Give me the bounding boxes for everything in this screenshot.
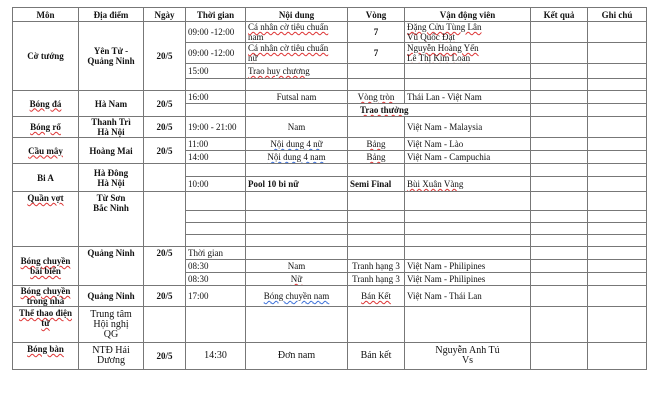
result-cell: [531, 247, 588, 260]
col-header-ket-qua: Kết quả: [531, 8, 588, 22]
date-cell: 20/5: [144, 286, 186, 307]
table-row: [13, 307, 647, 343]
content-cell: [246, 247, 348, 260]
athlete-cell: Thái Lan - Việt Nam: [405, 91, 531, 104]
sport-line: Bóng chuyền: [20, 256, 71, 266]
athlete-line: Nguyễn Hoàng Yến: [407, 43, 479, 53]
round-cell: 7: [348, 22, 405, 43]
time-cell: 19:00 - 21:00: [186, 117, 246, 138]
note-cell: [588, 273, 647, 286]
time-cell: 08:30: [186, 260, 246, 273]
sport-name: Bóng rổ: [30, 122, 61, 132]
result-cell: [531, 117, 588, 138]
athlete-cell: [405, 307, 531, 343]
note-cell: [588, 43, 647, 64]
time-cell: [186, 235, 246, 247]
content-text: Nữ: [290, 274, 303, 284]
content-cell: [246, 235, 348, 247]
content-cell: Nam: [246, 117, 348, 138]
col-header-ghi-chu: Ghi chú: [588, 8, 647, 22]
result-cell: [531, 273, 588, 286]
content-cell: [246, 307, 348, 343]
sport-cell: [13, 343, 79, 370]
round-cell: Bán kết: [348, 343, 405, 370]
award-text: Trao thưởng: [360, 105, 409, 115]
result-cell: [531, 177, 588, 192]
date-cell: 20/5: [144, 138, 186, 164]
content-cell: [246, 138, 348, 151]
content-line: nam: [248, 32, 264, 42]
col-header-thoi-gian: Thời gian: [186, 8, 246, 22]
result-cell: [531, 211, 588, 223]
time-cell: 11:00: [186, 138, 246, 151]
time-cell: 09:00 -12:00: [186, 22, 246, 43]
time-cell: 14:30: [186, 343, 246, 370]
time-cell: 08:30: [186, 273, 246, 286]
athlete-line: Nguyễn Anh Tú: [435, 345, 500, 356]
round-cell: [348, 192, 405, 211]
note-cell: [588, 307, 647, 343]
venue-cell: [79, 192, 144, 247]
col-header-noi-dung: Nội dung: [246, 8, 348, 22]
note-cell: [588, 286, 647, 307]
athlete-cell: [405, 247, 531, 260]
athlete-cell: [405, 211, 531, 223]
date-cell: 20/5: [144, 343, 186, 370]
athlete-line: Đặng Cửu Tùng Lân: [407, 22, 482, 32]
venue-line: Hà Nội: [97, 177, 125, 188]
time-cell: 09:00 -12:00: [186, 43, 246, 64]
sport-cell: [13, 286, 79, 307]
table-row: [13, 286, 647, 307]
round-cell: [348, 138, 405, 151]
table-row: [13, 91, 647, 104]
result-cell: [531, 223, 588, 235]
table-row: [13, 192, 647, 211]
content-cell: [246, 22, 348, 43]
sport-name: Cầu mây: [28, 145, 63, 156]
sport-name: Cờ tướng: [27, 51, 64, 61]
note-cell: [588, 192, 647, 211]
time-cell: 10:00: [186, 177, 246, 192]
note-cell: [588, 91, 647, 104]
col-header-vong: Vòng: [348, 8, 405, 22]
sport-line: Bóng chuyền: [20, 286, 71, 296]
sport-cell: [13, 117, 79, 138]
note-cell: [588, 177, 647, 192]
athlete-cell: [405, 164, 531, 177]
note-cell: [588, 343, 647, 370]
venue-cell: Hà Nam: [79, 91, 144, 117]
col-header-ngay: Ngày: [144, 8, 186, 22]
time-cell: 14:00: [186, 151, 246, 164]
round-cell: [348, 211, 405, 223]
sport-cell: [13, 138, 79, 164]
date-cell: 20/5: [144, 91, 186, 117]
venue-line: Quảng Ninh: [87, 56, 135, 66]
content-cell: Futsal nam: [246, 91, 348, 104]
content-cell: [246, 151, 348, 164]
round-cell: [348, 79, 405, 91]
time-cell: 16:00: [186, 91, 246, 104]
date-cell: 20/5: [144, 22, 186, 91]
sport-cell: [13, 307, 79, 343]
content-cell: [246, 273, 348, 286]
content-cell: Đơn nam: [246, 343, 348, 370]
sport-line: tử: [41, 318, 50, 328]
content-cell: [246, 64, 348, 79]
content-text: Bóng chuyền nam: [263, 291, 330, 301]
round-cell: Tranh hạng 3: [348, 273, 405, 286]
note-cell: [588, 138, 647, 151]
sport-cell: [13, 22, 79, 91]
table-row: [13, 22, 647, 43]
result-cell: [531, 64, 588, 79]
sport-cell: [13, 91, 79, 117]
content-line: nữ: [248, 53, 258, 63]
athlete-cell: Việt Nam - Philipines: [405, 260, 531, 273]
content-cell: Pool 10 bi nữ: [246, 177, 348, 192]
athlete-cell: [405, 235, 531, 247]
athlete-cell: [405, 43, 531, 64]
date-cell: [144, 192, 186, 247]
content-cell: [246, 223, 348, 235]
result-cell: [531, 307, 588, 343]
note-cell: [588, 235, 647, 247]
round-cell: [348, 247, 405, 260]
venue-cell: Quảng Ninh: [79, 247, 144, 286]
round-text: Vòng tròn: [357, 92, 395, 102]
content-cell: [246, 211, 348, 223]
note-cell: [588, 104, 647, 117]
round-text: Bán Kết: [361, 291, 391, 301]
round-cell: [348, 117, 405, 138]
athlete-cell: [405, 64, 531, 79]
venue-cell: [79, 343, 144, 370]
round-cell: [348, 235, 405, 247]
venue-line: Hội nghị: [93, 318, 129, 330]
venue-line: Hà Đông: [93, 167, 129, 178]
athlete-cell: Việt Nam - Philipines: [405, 273, 531, 286]
round-cell: Semi Final: [348, 177, 405, 192]
table-row: [13, 138, 647, 151]
time-cell: [186, 104, 246, 117]
note-cell: [588, 260, 647, 273]
round-cell: [348, 91, 405, 104]
athlete-cell: [405, 177, 531, 192]
col-header-mon: Môn: [13, 8, 79, 22]
athlete-cell: Việt Nam - Malaysia: [405, 117, 531, 138]
venue-line: Trung tâm: [90, 308, 132, 320]
col-header-van-dong-vien: Vận động viên: [405, 8, 531, 22]
content-cell: [246, 192, 348, 211]
sport-name: Quần vợt: [27, 193, 64, 203]
round-cell: [348, 151, 405, 164]
result-cell: [531, 151, 588, 164]
result-cell: [531, 91, 588, 104]
sport-cell: [13, 192, 79, 247]
athlete-line: Lê Thị Kim Loan: [407, 53, 471, 63]
venue-line: QG: [103, 328, 119, 340]
content-cell: [246, 286, 348, 307]
result-cell: [531, 138, 588, 151]
note-cell: [588, 79, 647, 91]
note-cell: [588, 247, 647, 260]
content-cell: [246, 164, 348, 177]
sport-name: Bóng bàn: [27, 344, 64, 354]
venue-line: Thanh Trì: [91, 117, 131, 127]
athlete-cell: [405, 223, 531, 235]
result-cell: [531, 343, 588, 370]
sport-cell: [13, 247, 79, 286]
venue-cell: [79, 307, 144, 343]
note-cell: [588, 211, 647, 223]
round-cell: Tranh hạng 3: [348, 260, 405, 273]
result-cell: [531, 235, 588, 247]
result-cell: [531, 192, 588, 211]
athlete-cell: [405, 22, 531, 43]
athlete-cell: [405, 343, 531, 370]
header-row: [13, 8, 647, 22]
content-text: Nội dung 4 nữ: [270, 139, 323, 149]
award-cell: [348, 104, 531, 117]
result-cell: [531, 286, 588, 307]
time-cell: [186, 211, 246, 223]
time-cell: [186, 223, 246, 235]
venue-cell: Quảng Ninh: [79, 286, 144, 307]
note-cell: [588, 64, 647, 79]
col-header-dia-diem: Địa điểm: [79, 8, 144, 22]
content-text: Nội dung 4 nam: [267, 152, 326, 162]
round-cell: [348, 307, 405, 343]
sport-line: bãi biển: [30, 266, 61, 276]
venue-cell: [79, 22, 144, 91]
athlete-cell: Việt Nam - Lào: [405, 138, 531, 151]
result-cell: [531, 22, 588, 43]
round-text: Bảng: [366, 152, 386, 162]
round-cell: [348, 286, 405, 307]
content-line: Cá nhân cờ tiêu chuẩn: [248, 43, 329, 53]
sport-name: Bóng đá: [29, 98, 62, 109]
round-cell: [348, 223, 405, 235]
table-row: [13, 164, 647, 177]
date-cell: [144, 164, 186, 192]
table-row: [13, 343, 647, 370]
venue-line: Từ Sơn: [96, 193, 126, 203]
date-cell: 20/5: [144, 247, 186, 286]
result-cell: [531, 104, 588, 117]
round-cell: 7: [348, 43, 405, 64]
venue-cell: [79, 164, 144, 192]
sport-line: trong nhà: [26, 296, 65, 306]
athlete-cell: [405, 192, 531, 211]
venue-line: NTĐ Hải: [92, 345, 130, 356]
time-cell: [186, 79, 246, 91]
athlete-text: Bùi Xuân Vàng: [407, 179, 464, 189]
table-row: [13, 247, 647, 260]
venue-cell: Hoàng Mai: [79, 138, 144, 164]
venue-line: Bắc Ninh: [93, 203, 129, 213]
venue-line: Yên Tử -: [93, 46, 129, 56]
result-cell: [531, 79, 588, 91]
athlete-cell: Việt Nam - Campuchia: [405, 151, 531, 164]
time-cell: [186, 192, 246, 211]
athlete-cell: Việt Nam - Thái Lan: [405, 286, 531, 307]
athlete-line: Vũ Quốc Đạt: [407, 32, 455, 42]
time-cell: 17:00: [186, 286, 246, 307]
note-cell: [588, 151, 647, 164]
content-cell: [246, 43, 348, 64]
content-cell: [246, 79, 348, 91]
result-cell: [531, 43, 588, 64]
schedule-table: [12, 7, 647, 370]
result-cell: [531, 164, 588, 177]
note-cell: [588, 164, 647, 177]
athlete-cell: [405, 79, 531, 91]
round-cell: [348, 64, 405, 79]
content-cell: [246, 104, 348, 117]
result-cell: [531, 260, 588, 273]
round-text: Bảng: [366, 139, 386, 149]
note-cell: [588, 117, 647, 138]
venue-cell: [79, 117, 144, 138]
table-row: [13, 117, 647, 138]
note-cell: [588, 223, 647, 235]
round-cell: [348, 164, 405, 177]
athlete-line: Vs: [461, 355, 474, 366]
note-cell: [588, 22, 647, 43]
venue-line: Hà Nội: [97, 127, 125, 137]
time-cell: [186, 164, 246, 177]
sport-line: Thể thao điện: [18, 308, 72, 318]
content-line: Trao huy chương: [248, 66, 310, 76]
time-cell: [186, 307, 246, 343]
time-cell: 15:00: [186, 64, 246, 79]
content-line: Cá nhân cờ tiêu chuẩn: [248, 22, 329, 32]
date-cell: 20/5: [144, 117, 186, 138]
time-cell: Thời gian: [186, 247, 246, 260]
venue-line: Dương: [97, 355, 125, 366]
content-cell: Nam: [246, 260, 348, 273]
date-cell: [144, 307, 186, 343]
sport-cell: Bi A: [13, 164, 79, 192]
